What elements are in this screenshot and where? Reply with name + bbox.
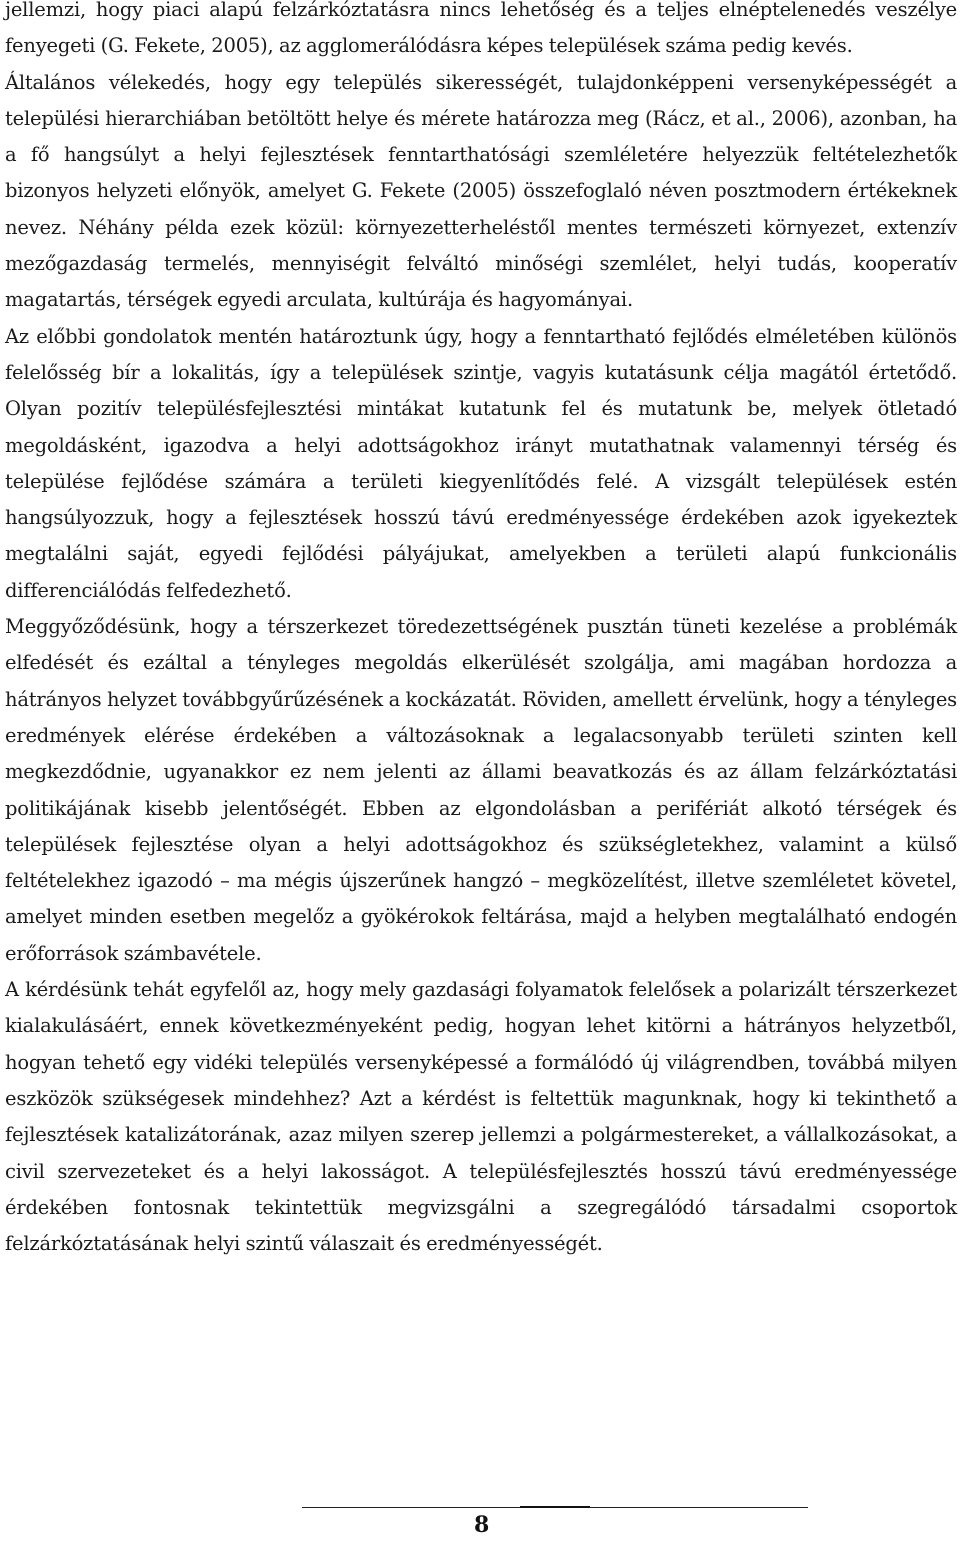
- paragraph-2: Általános vélekedés, hogy egy település sikerességét, tulajdonképpeni versenyképességét a települési hierarchiában betöltött helye és mérete határozza meg (Rácz, et al., 2006), azonban, ha a fő hangsúlyt a helyi fejlesztések fenntarthatósági szemléletére helyezzük feltételezhetők bizonyos helyzeti előnyök, amelyet G. Fekete (2005) összefoglaló néven posztmodern értékeknek nevez. Néhány példa ezek közül: környezetterheléstől mentes természeti környezet, extenzív mezőgazdaság termelés, mennyiségit felváltó minőségi szemlélet, helyi tudás, kooperatív magatartás, térségek egyedi arculata, kultúrája és hagyományai.: [5, 70, 957, 312]
- document-body: [5, 0, 957, 1262]
- footer-divider-accent: [520, 1506, 590, 1508]
- page-number: 8: [474, 1512, 490, 1538]
- paragraph-1: jellemzi, hogy piaci alapú felzárkóztatásra nincs lehetőség és a teljes elnéptelenedés veszélye fenyegeti (G. Fekete, 2005), az agglomerálódásra képes települések száma pedig kevés.: [5, 0, 957, 58]
- paragraph-5: A kérdésünk tehát egyfelől az, hogy mely gazdasági folyamatok felelősek a polarizált térszerkezet kialakulásáért, ennek következményeként pedig, hogyan lehet kitörni a hátrányos helyzetből, hogyan tehető egy vidéki település versenyképessé a formálódó új világrendben, továbbá milyen eszközök szükségesek mindehhez? Azt a kérdést is feltettük magunknak, hogy ki tekinthető a fejlesztések katalizátorának, azaz milyen szerep jellemzi a polgármestereket, a vállalkozásokat, a civil szervezeteket és a helyi lakosságot. A településfejlesztés hosszú távú eredményessége érdekében fontosnak tekintettük megvizsgálni a szegregálódó társadalmi csoportok felzárkóztatásának helyi szintű válaszait és eredményességét.: [5, 978, 957, 1256]
- paragraph-4: Meggyőződésünk, hogy a térszerkezet töredezettségének pusztán tüneti kezelése a problémák elfedését és ezáltal a tényleges megoldás elkerülését szolgálja, ami magában hordozza a hátrányos helyzet továbbgyűrűzésének a kockázatát. Röviden, amellett érvelünk, hogy a tényleges eredmények elérése érdekében a változásoknak a legalacsonyabb területi szinten kell megkezdődnie, ugyanakkor ez nem jelenti az állami beavatkozás és az állam felzárkóztatási politikájának kisebb jelentőségét. Ebben az elgondolásban a perifériát alkotó térségek és települések fejlesztése olyan a helyi adottságokhoz és szükségletekhez, valamint a külső feltételekhez igazodó – ma mégis újszerűnek hangzó – megközelítést, illetve szemléletet követel, amelyet minden esetben megelőz a gyökérokok feltárása, majd a helyben megtalálható endogén erőforrások számbavétele.: [5, 615, 957, 965]
- paragraph-3: Az előbbi gondolatok mentén határoztunk úgy, hogy a fenntartható fejlődés elméletében különös felelősség bír a lokalitás, így a települések szintje, vagyis kutatásunk célja magától értetődő. Olyan pozitív településfejlesztési mintákat kutatunk fel és mutatunk be, melyek ötletadó megoldásként, igazodva a helyi adottságokhoz irányt mutathatnak valamennyi térség és települése fejlődése számára a területi kiegyenlítődés felé. A vizsgált települések estén hangsúlyozzuk, hogy a fejlesztések hosszú távú eredményessége érdekében azok igyekeztek megtalálni saját, egyedi fejlődési pályájukat, amelyekben a területi alapú funkcionális differenciálódás felfedezhető.: [5, 324, 957, 602]
